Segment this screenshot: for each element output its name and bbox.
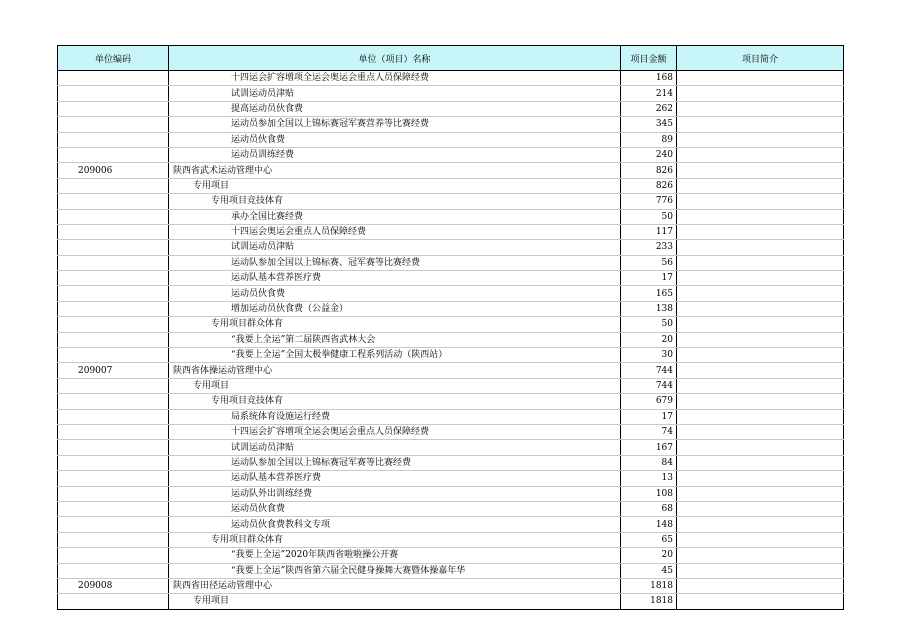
table-row bbox=[58, 286, 844, 301]
unit-code-cell bbox=[58, 594, 169, 609]
unit-name-cell: 陕西省田径运动管理中心 bbox=[169, 578, 621, 593]
amount-cell: 17 bbox=[621, 409, 677, 424]
intro-cell bbox=[677, 455, 844, 470]
unit-code-cell bbox=[58, 501, 169, 516]
unit-code-cell: 209008 bbox=[58, 578, 169, 593]
unit-code-cell bbox=[58, 332, 169, 347]
table-row bbox=[58, 378, 844, 393]
unit-code-cell bbox=[58, 101, 169, 116]
header-amount: 项目金额 bbox=[621, 46, 677, 71]
amount-cell: 345 bbox=[621, 117, 677, 132]
amount-cell: 148 bbox=[621, 517, 677, 532]
unit-code-cell bbox=[58, 224, 169, 239]
unit-name-cell: 运动员伙食费 bbox=[169, 132, 621, 147]
header-unit-code: 单位编码 bbox=[58, 46, 169, 71]
intro-cell bbox=[677, 101, 844, 116]
unit-code-cell bbox=[58, 409, 169, 424]
unit-code-cell bbox=[58, 194, 169, 209]
unit-name-cell: 专用项目 bbox=[169, 378, 621, 393]
intro-cell bbox=[677, 317, 844, 332]
intro-cell bbox=[677, 594, 844, 609]
intro-cell bbox=[677, 578, 844, 593]
unit-name-cell: 专用项目群众体育 bbox=[169, 317, 621, 332]
unit-name-cell: 局系统体育设施运行经费 bbox=[169, 409, 621, 424]
intro-cell bbox=[677, 378, 844, 393]
table-row bbox=[58, 363, 844, 378]
unit-code-cell bbox=[58, 209, 169, 224]
table-row bbox=[58, 255, 844, 270]
intro-cell bbox=[677, 286, 844, 301]
amount-cell: 165 bbox=[621, 286, 677, 301]
unit-name-cell: 十四运会扩容增项全运会奥运会重点人员保障经费 bbox=[169, 424, 621, 439]
table-row bbox=[58, 348, 844, 363]
intro-cell bbox=[677, 224, 844, 239]
amount-cell: 20 bbox=[621, 332, 677, 347]
intro-cell bbox=[677, 255, 844, 270]
intro-cell bbox=[677, 178, 844, 193]
amount-cell: 826 bbox=[621, 163, 677, 178]
table-row bbox=[58, 224, 844, 239]
table-row bbox=[58, 594, 844, 609]
table-row bbox=[58, 548, 844, 563]
intro-cell bbox=[677, 548, 844, 563]
amount-cell: 1818 bbox=[621, 578, 677, 593]
amount-cell: 17 bbox=[621, 271, 677, 286]
unit-code-cell bbox=[58, 424, 169, 439]
unit-code-cell bbox=[58, 348, 169, 363]
unit-name-cell: 运动员参加全国以上锦标赛冠军赛营养等比赛经费 bbox=[169, 117, 621, 132]
amount-cell: 240 bbox=[621, 147, 677, 162]
table-row bbox=[58, 332, 844, 347]
budget-table bbox=[57, 45, 844, 610]
intro-cell bbox=[677, 209, 844, 224]
unit-name-cell: 专用项目群众体育 bbox=[169, 532, 621, 547]
intro-cell bbox=[677, 563, 844, 578]
amount-cell: 50 bbox=[621, 209, 677, 224]
unit-code-cell bbox=[58, 117, 169, 132]
header-intro: 项目简介 bbox=[677, 46, 844, 71]
table-row bbox=[58, 147, 844, 162]
unit-code-cell bbox=[58, 178, 169, 193]
table-row bbox=[58, 394, 844, 409]
amount-cell: 1818 bbox=[621, 594, 677, 609]
unit-name-cell: 增加运动员伙食费（公益金） bbox=[169, 301, 621, 316]
amount-cell: 826 bbox=[621, 178, 677, 193]
unit-code-cell bbox=[58, 317, 169, 332]
amount-cell: 68 bbox=[621, 501, 677, 516]
unit-code-cell bbox=[58, 440, 169, 455]
intro-cell bbox=[677, 348, 844, 363]
unit-code-cell bbox=[58, 301, 169, 316]
amount-cell: 168 bbox=[621, 71, 677, 86]
intro-cell bbox=[677, 424, 844, 439]
table-row bbox=[58, 132, 844, 147]
unit-name-cell: 运动员伙食费 bbox=[169, 501, 621, 516]
unit-name-cell: 试训运动员津贴 bbox=[169, 440, 621, 455]
unit-name-cell: 专用项目竞技体育 bbox=[169, 394, 621, 409]
table-row bbox=[58, 271, 844, 286]
amount-cell: 167 bbox=[621, 440, 677, 455]
unit-name-cell: 运动队参加全国以上锦标赛、冠军赛等比赛经费 bbox=[169, 255, 621, 270]
intro-cell bbox=[677, 440, 844, 455]
intro-cell bbox=[677, 363, 844, 378]
unit-name-cell: 运动队基本营养医疗费 bbox=[169, 471, 621, 486]
table-row bbox=[58, 471, 844, 486]
header-row bbox=[58, 46, 844, 71]
intro-cell bbox=[677, 486, 844, 501]
amount-cell: 214 bbox=[621, 86, 677, 101]
amount-cell: 50 bbox=[621, 317, 677, 332]
intro-cell bbox=[677, 71, 844, 86]
table-row bbox=[58, 578, 844, 593]
intro-cell bbox=[677, 271, 844, 286]
unit-code-cell bbox=[58, 147, 169, 162]
unit-code-cell bbox=[58, 240, 169, 255]
unit-code-cell bbox=[58, 394, 169, 409]
amount-cell: 117 bbox=[621, 224, 677, 239]
amount-cell: 20 bbox=[621, 548, 677, 563]
intro-cell bbox=[677, 471, 844, 486]
unit-name-cell: 运动员伙食费 bbox=[169, 286, 621, 301]
intro-cell bbox=[677, 301, 844, 316]
unit-name-cell: “我要上全运”全国太极拳健康工程系列活动（陕西站） bbox=[169, 348, 621, 363]
amount-cell: 776 bbox=[621, 194, 677, 209]
table-row bbox=[58, 532, 844, 547]
unit-code-cell bbox=[58, 486, 169, 501]
intro-cell bbox=[677, 147, 844, 162]
unit-code-cell: 209006 bbox=[58, 163, 169, 178]
table-row bbox=[58, 163, 844, 178]
table-row bbox=[58, 424, 844, 439]
unit-code-cell bbox=[58, 517, 169, 532]
unit-code-cell bbox=[58, 271, 169, 286]
unit-name-cell: 十四运会奥运会重点人员保障经费 bbox=[169, 224, 621, 239]
unit-code-cell bbox=[58, 548, 169, 563]
table-row bbox=[58, 455, 844, 470]
unit-code-cell bbox=[58, 455, 169, 470]
table-row bbox=[58, 71, 844, 86]
intro-cell bbox=[677, 240, 844, 255]
amount-cell: 45 bbox=[621, 563, 677, 578]
amount-cell: 89 bbox=[621, 132, 677, 147]
amount-cell: 138 bbox=[621, 301, 677, 316]
unit-name-cell: “我要上全运”第二届陕西省武林大会 bbox=[169, 332, 621, 347]
amount-cell: 744 bbox=[621, 363, 677, 378]
unit-name-cell: 提高运动员伙食费 bbox=[169, 101, 621, 116]
amount-cell: 262 bbox=[621, 101, 677, 116]
unit-code-cell bbox=[58, 71, 169, 86]
unit-code-cell bbox=[58, 86, 169, 101]
header-unit-name: 单位（项目）名称 bbox=[169, 46, 621, 71]
intro-cell bbox=[677, 86, 844, 101]
unit-name-cell: 陕西省武术运动管理中心 bbox=[169, 163, 621, 178]
intro-cell bbox=[677, 132, 844, 147]
amount-cell: 56 bbox=[621, 255, 677, 270]
amount-cell: 74 bbox=[621, 424, 677, 439]
intro-cell bbox=[677, 409, 844, 424]
table-row bbox=[58, 194, 844, 209]
intro-cell bbox=[677, 332, 844, 347]
table-row bbox=[58, 440, 844, 455]
unit-name-cell: 试训运动员津贴 bbox=[169, 86, 621, 101]
table-row bbox=[58, 563, 844, 578]
table-row bbox=[58, 209, 844, 224]
amount-cell: 233 bbox=[621, 240, 677, 255]
unit-name-cell: “我要上全运”2020年陕西省啦啦操公开赛 bbox=[169, 548, 621, 563]
unit-name-cell: 专用项目竞技体育 bbox=[169, 194, 621, 209]
unit-code-cell bbox=[58, 471, 169, 486]
table-row bbox=[58, 101, 844, 116]
table-row bbox=[58, 117, 844, 132]
amount-cell: 108 bbox=[621, 486, 677, 501]
intro-cell bbox=[677, 501, 844, 516]
amount-cell: 744 bbox=[621, 378, 677, 393]
intro-cell bbox=[677, 394, 844, 409]
table-row bbox=[58, 517, 844, 532]
intro-cell bbox=[677, 163, 844, 178]
unit-name-cell: 运动队外出训练经费 bbox=[169, 486, 621, 501]
intro-cell bbox=[677, 517, 844, 532]
table-row bbox=[58, 317, 844, 332]
amount-cell: 30 bbox=[621, 348, 677, 363]
intro-cell bbox=[677, 117, 844, 132]
unit-code-cell bbox=[58, 378, 169, 393]
table-row bbox=[58, 486, 844, 501]
unit-name-cell: 运动队基本营养医疗费 bbox=[169, 271, 621, 286]
amount-cell: 13 bbox=[621, 471, 677, 486]
unit-code-cell bbox=[58, 286, 169, 301]
unit-name-cell: 运动员伙食费教科文专项 bbox=[169, 517, 621, 532]
table-row bbox=[58, 178, 844, 193]
unit-name-cell: 十四运会扩容增项全运会奥运会重点人员保障经费 bbox=[169, 71, 621, 86]
intro-cell bbox=[677, 194, 844, 209]
amount-cell: 679 bbox=[621, 394, 677, 409]
unit-name-cell: 陕西省体操运动管理中心 bbox=[169, 363, 621, 378]
unit-name-cell: 专用项目 bbox=[169, 178, 621, 193]
table-body bbox=[58, 71, 844, 610]
amount-cell: 65 bbox=[621, 532, 677, 547]
amount-cell: 84 bbox=[621, 455, 677, 470]
unit-code-cell: 209007 bbox=[58, 363, 169, 378]
unit-code-cell bbox=[58, 255, 169, 270]
table-row bbox=[58, 86, 844, 101]
table-row bbox=[58, 301, 844, 316]
unit-name-cell: 承办全国比赛经费 bbox=[169, 209, 621, 224]
unit-name-cell: 专用项目 bbox=[169, 594, 621, 609]
unit-code-cell bbox=[58, 532, 169, 547]
unit-name-cell: 运动员训练经费 bbox=[169, 147, 621, 162]
unit-name-cell: “我要上全运”陕西省第六届全民健身操舞大赛暨体操嘉年华 bbox=[169, 563, 621, 578]
unit-code-cell bbox=[58, 132, 169, 147]
unit-code-cell bbox=[58, 563, 169, 578]
table-row bbox=[58, 501, 844, 516]
intro-cell bbox=[677, 532, 844, 547]
unit-name-cell: 试训运动员津贴 bbox=[169, 240, 621, 255]
table-row bbox=[58, 409, 844, 424]
unit-name-cell: 运动队参加全国以上锦标赛冠军赛等比赛经费 bbox=[169, 455, 621, 470]
table-row bbox=[58, 240, 844, 255]
